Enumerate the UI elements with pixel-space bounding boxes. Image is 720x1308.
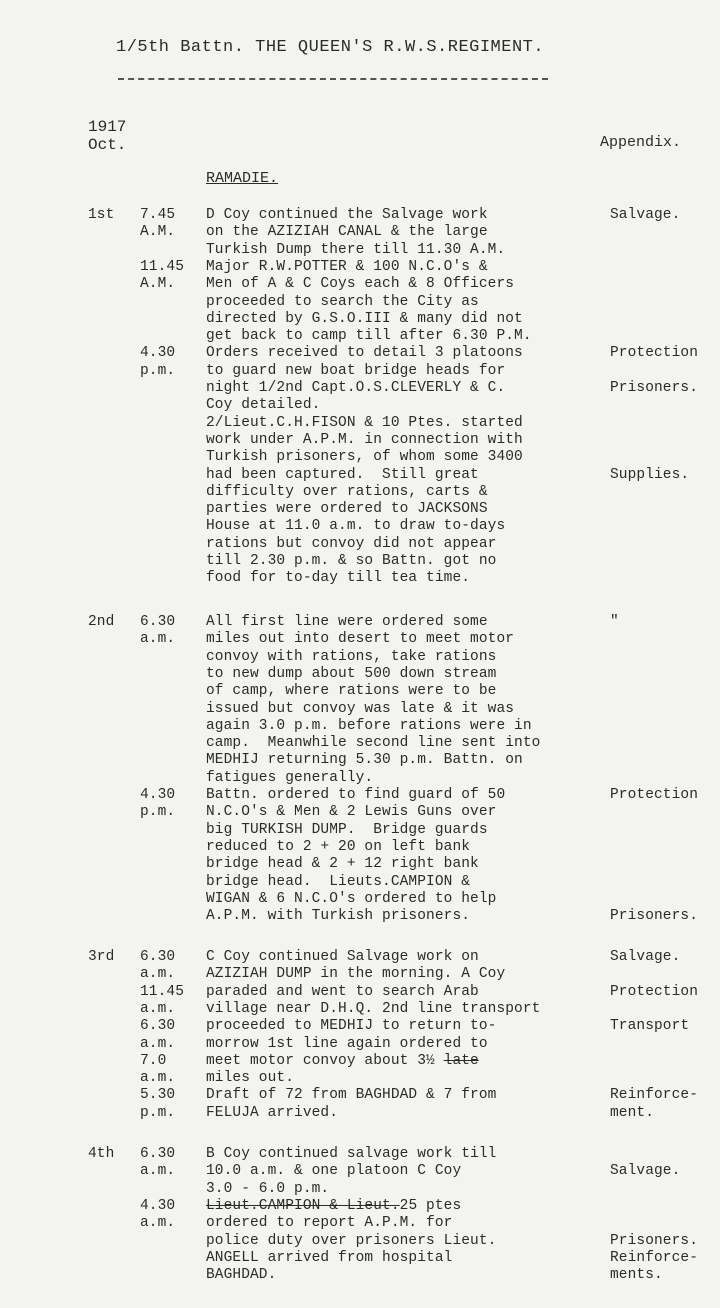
- margin-note: Reinforce-: [610, 1087, 699, 1104]
- entry-text: [206, 242, 505, 259]
- entry-text: [206, 752, 523, 769]
- entry-text: [206, 501, 488, 518]
- entry-text: [206, 345, 523, 362]
- line-text: Coy detailed.: [206, 397, 321, 414]
- title-underline: [118, 78, 548, 80]
- entry-time: 6.30: [140, 1018, 176, 1035]
- line-text: big TURKISH DUMP. Bridge guards: [206, 821, 488, 838]
- line-text: night 1/2nd Capt.O.S.CLEVERLY & C.: [206, 380, 506, 396]
- year-month: [88, 118, 126, 154]
- line-text: village near D.H.Q. 2nd line transport: [206, 1000, 541, 1017]
- line-text: MEDHIJ returning 5.30 p.m. Battn. on: [206, 752, 523, 769]
- entry-text: [206, 259, 488, 276]
- entry-text: [206, 984, 479, 1001]
- place-heading: RAMADIE.: [206, 170, 279, 187]
- entry-text: [206, 224, 488, 241]
- entry-text: [206, 787, 505, 804]
- entry-text: [206, 1250, 452, 1267]
- entry-text: [206, 1036, 488, 1053]
- line-text: C Coy continued Salvage work on: [206, 949, 479, 965]
- entry-text: [206, 649, 496, 666]
- line-text: till 2.30 p.m. & so Battn. got no: [206, 553, 497, 569]
- line-text: issued but convoy was late & it was: [206, 700, 515, 717]
- entry-text: [206, 1233, 496, 1250]
- entry-text: [206, 380, 505, 397]
- entry-text: [206, 311, 523, 328]
- year: 1917: [88, 118, 127, 136]
- entry-time: a.m.: [140, 1163, 176, 1180]
- entry-text: [206, 683, 496, 700]
- margin-note: Prisoners.: [610, 908, 699, 925]
- entry-text: [206, 536, 496, 553]
- entry-text: [206, 1001, 540, 1018]
- entry-text: [206, 856, 479, 873]
- entry-text: [206, 1087, 496, 1104]
- entry-text: [206, 1070, 294, 1087]
- entry-text: [206, 294, 479, 311]
- entry-text: [206, 1181, 329, 1198]
- entry-text: [206, 1267, 276, 1284]
- margin-note: Salvage.: [610, 207, 681, 223]
- line-text: 10.0 a.m. & one platoon C Coy: [206, 1163, 462, 1180]
- entry-time: 5.30: [140, 1087, 176, 1104]
- margin-note: Salvage.: [610, 949, 681, 965]
- month: Oct.: [88, 136, 127, 154]
- entry-time: p.m.: [140, 362, 176, 379]
- entry-text: [206, 1146, 496, 1163]
- entry-time: p.m.: [140, 1104, 176, 1121]
- entry-time: 6.30: [140, 614, 176, 630]
- line-text: 25 ptes: [399, 1197, 462, 1214]
- line-text: again 3.0 p.m. before rations were in: [206, 717, 532, 734]
- line-text: police duty over prisoners Lieut.: [206, 1232, 497, 1249]
- entry-time: p.m.: [140, 804, 176, 821]
- margin-note: Protection: [610, 983, 699, 1000]
- line-text: WIGAN & 6 N.C.O's ordered to help: [206, 890, 497, 907]
- line-text: had been captured. Still great: [206, 466, 479, 483]
- line-text: get back to camp till after 6.30 P.M.: [206, 328, 532, 345]
- entry-text: [206, 966, 505, 983]
- margin-note: Transport: [610, 1018, 690, 1035]
- entry-text: [206, 449, 523, 466]
- line-text: proceeded to MEDHIJ to return to-: [206, 1018, 497, 1035]
- entry-time: 7.0: [140, 1052, 167, 1069]
- struck-text: late: [443, 1052, 479, 1069]
- entry-text: [206, 891, 496, 908]
- margin-note: ment.: [610, 1104, 655, 1121]
- entry-text: [206, 804, 496, 821]
- line-text: FELUJA arrived.: [206, 1104, 339, 1121]
- line-text: ordered to report A.P.M. for: [206, 1215, 453, 1232]
- entry-time: a.m.: [140, 1000, 176, 1017]
- line-text: difficulty over rations, carts &: [206, 483, 488, 500]
- entry-time: 4.30: [140, 787, 176, 803]
- entry-time: a.m.: [140, 1035, 176, 1052]
- margin-note: Protection: [610, 787, 699, 803]
- entry-text: [206, 614, 488, 631]
- entry-text: [206, 822, 488, 839]
- line-text: convoy with rations, take rations: [206, 648, 497, 665]
- line-text: bridge head & 2 + 12 right bank: [206, 856, 479, 873]
- entry-text: [206, 874, 470, 891]
- line-text: to new dump about 500 down stream: [206, 665, 497, 682]
- line-text: AZIZIAH DUMP in the morning. A Coy: [206, 966, 506, 983]
- entry-text: [206, 397, 320, 414]
- entry-time: 7.45: [140, 207, 176, 223]
- entry-text: [206, 908, 470, 925]
- entry-time: 11.45: [140, 983, 185, 1000]
- entry-text: [206, 735, 540, 752]
- entry-time: a.m.: [140, 1215, 176, 1232]
- line-text: reduced to 2 + 20 on left bank: [206, 838, 471, 855]
- line-text: paraded and went to search Arab: [206, 983, 479, 1000]
- line-text: fatigues generally.: [206, 769, 374, 786]
- line-text: food for to-day till tea time.: [206, 570, 471, 587]
- entry-text: [206, 949, 479, 966]
- entry-time: 6.30: [140, 949, 176, 965]
- entry-text: [206, 1163, 461, 1180]
- entry-text: [206, 570, 470, 587]
- line-text: work under A.P.M. in connection with: [206, 431, 523, 448]
- line-text: B Coy continued salvage work till: [206, 1146, 497, 1162]
- entry-text: [206, 839, 470, 856]
- margin-note: ments.: [610, 1267, 663, 1284]
- margin-note: Salvage.: [610, 1163, 681, 1180]
- entry-text: [206, 415, 523, 432]
- line-text: Turkish prisoners, of whom some 3400: [206, 449, 523, 466]
- margin-note: ": [610, 614, 619, 630]
- entry-date: 2nd: [88, 614, 115, 630]
- line-text: Orders received to detail 3 platoons: [206, 345, 523, 362]
- entry-text: [206, 467, 479, 484]
- entry-time: 6.30: [140, 1146, 176, 1162]
- appendix-heading: Appendix.: [600, 134, 682, 151]
- entry-text: [206, 432, 523, 449]
- entry-text: [206, 518, 505, 535]
- entry-text: [206, 363, 505, 380]
- margin-note: Supplies.: [610, 466, 690, 483]
- entry-time: A.M.: [140, 276, 176, 293]
- entry-text: [206, 484, 488, 501]
- margin-note: Reinforce-: [610, 1249, 699, 1266]
- entry-text: [206, 1018, 496, 1035]
- line-text: on the AZIZIAH CANAL & the large: [206, 224, 488, 241]
- entry-text: [206, 1198, 461, 1215]
- line-text: camp. Meanwhile second line sent into: [206, 735, 541, 752]
- entry-text: [206, 207, 488, 224]
- entry-time: 4.30: [140, 345, 176, 362]
- line-text: 2/Lieut.C.H.FISON & 10 Ptes. started: [206, 414, 523, 431]
- entry-text: [206, 553, 496, 570]
- line-text: N.C.O's & Men & 2 Lewis Guns over: [206, 804, 497, 821]
- line-text: All first line were ordered some: [206, 614, 488, 630]
- line-text: A.P.M. with Turkish prisoners.: [206, 908, 471, 925]
- line-text: to guard new boat bridge heads for: [206, 362, 506, 379]
- entry-date: 3rd: [88, 949, 115, 965]
- line-text: miles out.: [206, 1070, 295, 1087]
- line-text: BAGHDAD.: [206, 1267, 277, 1284]
- line-text: proceeded to search the City as: [206, 293, 479, 310]
- entry-text: [206, 701, 514, 718]
- margin-note: Prisoners.: [610, 380, 699, 396]
- line-text: bridge head. Lieuts.CAMPION &: [206, 873, 471, 890]
- line-text: meet motor convoy about 3½: [206, 1052, 444, 1069]
- entry-text: [206, 770, 373, 787]
- line-text: directed by G.S.O.III & many did not: [206, 310, 523, 327]
- entry-time: A.M.: [140, 224, 176, 241]
- entry-text: [206, 631, 514, 648]
- margin-note: Protection: [610, 345, 699, 362]
- entry-date: 1st: [88, 207, 115, 223]
- line-text: ANGELL arrived from hospital: [206, 1249, 453, 1266]
- line-text: Major R.W.POTTER & 100 N.C.O's &: [206, 258, 488, 275]
- entry-time: 11.45: [140, 258, 185, 275]
- line-text: Men of A & C Coys each & 8 Officers: [206, 276, 515, 293]
- entry-text: [206, 1215, 452, 1232]
- line-text: 3.0 - 6.0 p.m.: [206, 1180, 330, 1197]
- line-text: House at 11.0 a.m. to draw to-days: [206, 518, 506, 535]
- entry-date: 4th: [88, 1146, 115, 1162]
- line-text: morrow 1st line again ordered to: [206, 1035, 488, 1052]
- line-text: Turkish Dump there till 11.30 A.M.: [206, 241, 506, 258]
- entry-text: [206, 328, 532, 345]
- entry-text: [206, 276, 514, 293]
- entry-text: [206, 666, 496, 683]
- line-text: miles out into desert to meet motor: [206, 631, 515, 648]
- line-text: Draft of 72 from BAGHDAD & 7 from: [206, 1087, 497, 1104]
- entry-text: [206, 1105, 338, 1122]
- line-text: parties were ordered to JACKSONS: [206, 501, 488, 518]
- entry-text: [206, 1053, 479, 1070]
- line-text: rations but convoy did not appear: [206, 535, 497, 552]
- entry-time: 4.30: [140, 1197, 176, 1214]
- entry-text: [206, 718, 532, 735]
- margin-note: Prisoners.: [610, 1232, 699, 1249]
- entry-time: a.m.: [140, 631, 176, 648]
- line-text: Battn. ordered to find guard of 50: [206, 787, 506, 803]
- line-text: D Coy continued the Salvage work: [206, 207, 488, 223]
- struck-text: Lieut.CAMPION & Lieut.: [206, 1197, 400, 1214]
- entry-time: a.m.: [140, 1070, 176, 1087]
- line-text: of camp, where rations were to be: [206, 683, 497, 700]
- battalion-title: 1/5th Battn. THE QUEEN'S R.W.S.REGIMENT.: [116, 38, 545, 57]
- entry-time: a.m.: [140, 966, 176, 983]
